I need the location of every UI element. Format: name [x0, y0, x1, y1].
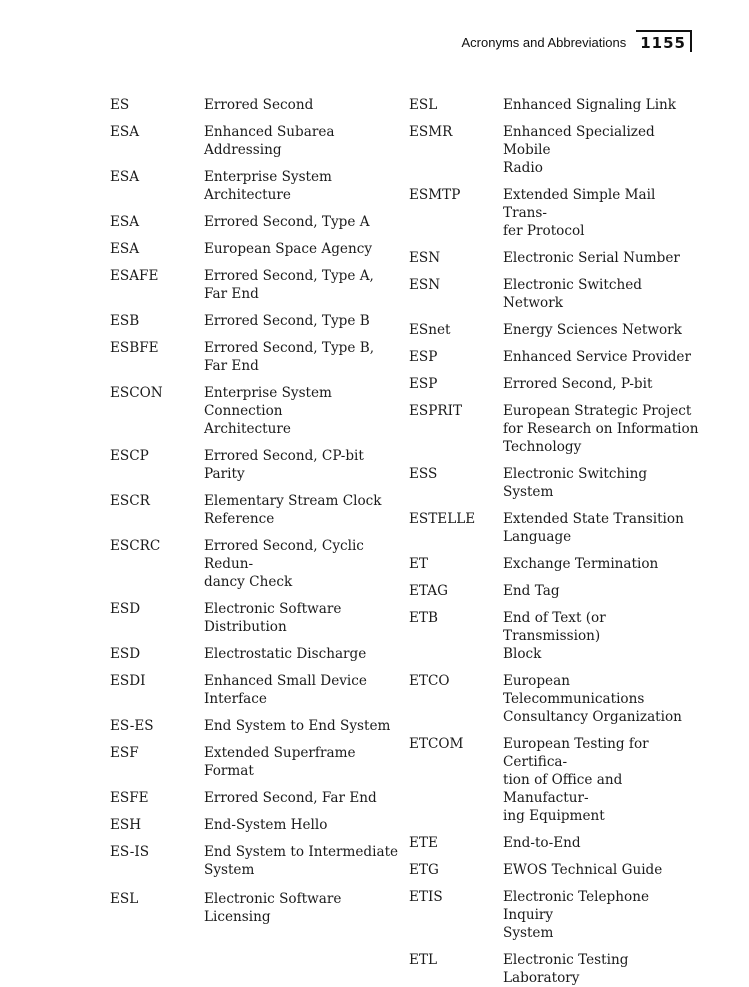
entry-acronym: ES-IS — [110, 844, 150, 860]
entry-definition — [204, 123, 400, 159]
glossary-entry — [409, 582, 709, 600]
entry-definition — [503, 123, 699, 177]
definition-line: European Strategic Project — [503, 403, 692, 419]
definition-line: Far End — [204, 286, 259, 302]
definition-line: tion of Office and Manufactur- — [503, 772, 623, 806]
glossary-entry — [409, 510, 709, 546]
entry-definition — [503, 348, 699, 366]
glossary-entry — [110, 537, 410, 591]
glossary-entry — [409, 735, 709, 825]
entry-acronym: ETE — [409, 835, 438, 851]
glossary-entry — [409, 348, 709, 366]
entry-definition — [204, 447, 400, 483]
entry-definition — [503, 465, 699, 501]
glossary-entry — [110, 492, 410, 528]
entry-acronym: ET — [409, 556, 428, 572]
header-title: Acronyms and Abbreviations — [461, 35, 627, 50]
definition-line: Electronic Serial Number — [503, 250, 680, 266]
entry-acronym: ESA — [110, 214, 140, 230]
glossary-entry — [110, 312, 410, 330]
glossary-entry — [409, 465, 709, 501]
glossary-entry — [110, 744, 410, 780]
definition-line: for Research on Information — [503, 421, 699, 437]
entry-definition — [204, 384, 400, 438]
entry-definition — [204, 843, 400, 879]
definition-line: Errored Second, Type B, — [204, 340, 375, 356]
entry-definition — [503, 375, 699, 393]
entry-definition — [204, 672, 400, 708]
glossary-entry — [110, 816, 410, 834]
definition-line: Electronic Software Licensing — [204, 891, 342, 925]
entry-acronym: ESN — [409, 250, 441, 266]
glossary-entry — [409, 609, 709, 663]
glossary-entry — [110, 96, 410, 114]
entry-acronym: ESCRC — [110, 538, 161, 554]
entry-definition — [204, 339, 400, 375]
entry-acronym: ESP — [409, 376, 438, 392]
definition-line: Extended State Transition — [503, 511, 684, 527]
entry-acronym: ESP — [409, 349, 438, 365]
definition-line: End-to-End — [503, 835, 581, 851]
definition-line: Distribution — [204, 619, 287, 635]
entry-acronym: ESnet — [409, 322, 451, 338]
definition-line: Enterprise System Architecture — [204, 169, 332, 203]
entry-acronym: ESA — [110, 241, 140, 257]
definition-line: Extended Superframe Format — [204, 745, 356, 779]
entry-definition — [503, 888, 699, 942]
entry-acronym: ESS — [409, 466, 438, 482]
definition-line: Extended Simple Mail Trans- — [503, 187, 656, 221]
glossary-entry — [409, 861, 709, 879]
glossary-entry — [110, 384, 410, 438]
glossary-entry — [110, 717, 410, 735]
definition-line: Errored Second, Far End — [204, 790, 377, 806]
entry-acronym: ESL — [110, 891, 139, 907]
definition-line: Interface — [204, 691, 267, 707]
entry-acronym: ESL — [409, 97, 438, 113]
glossary-entry — [409, 96, 709, 114]
entry-acronym: ESFE — [110, 790, 149, 806]
definition-line: European Space Agency — [204, 241, 372, 257]
glossary-entry — [110, 267, 410, 303]
entry-acronym: ESMR — [409, 124, 453, 140]
glossary-entry — [409, 186, 709, 240]
definition-line: Radio — [503, 160, 543, 176]
entry-definition — [503, 834, 699, 852]
definition-line: End of Text (or Transmission) — [503, 610, 606, 644]
glossary-entry — [409, 321, 709, 339]
definition-line: Technology — [503, 439, 582, 455]
definition-line: Errored Second — [204, 97, 314, 113]
definition-line: Errored Second, Type A — [204, 214, 370, 230]
entry-definition — [503, 861, 699, 879]
entry-definition — [204, 890, 400, 926]
glossary-entry — [409, 123, 709, 177]
running-header — [461, 30, 692, 52]
glossary-entry — [409, 555, 709, 573]
definition-line: Errored Second, Type A, — [204, 268, 374, 284]
definition-line: End System to End System — [204, 718, 391, 734]
entry-acronym: ESF — [110, 745, 139, 761]
entry-acronym: ETAG — [409, 583, 448, 599]
entry-definition — [204, 744, 400, 780]
entry-definition — [204, 717, 400, 735]
entry-acronym: ESDI — [110, 673, 146, 689]
glossary-entry — [110, 600, 410, 636]
right-column — [409, 96, 709, 987]
entry-acronym: ESTELLE — [409, 511, 476, 527]
definition-line: Errored Second, Type B — [204, 313, 370, 329]
entry-acronym: ESH — [110, 817, 142, 833]
glossary-entry — [110, 672, 410, 708]
entry-acronym: ESBFE — [110, 340, 159, 356]
entry-definition — [503, 510, 699, 546]
definition-line: Electronic Switched Network — [503, 277, 642, 311]
entry-acronym: ESB — [110, 313, 140, 329]
glossary-entry — [110, 843, 410, 879]
entry-acronym: ESAFE — [110, 268, 159, 284]
definition-line: Enhanced Small Device — [204, 673, 367, 689]
glossary-entry — [110, 240, 410, 258]
entry-definition — [204, 492, 400, 528]
entry-acronym: ESA — [110, 169, 140, 185]
glossary-entry — [110, 789, 410, 807]
glossary-entry — [110, 447, 410, 483]
entry-acronym: ETL — [409, 952, 438, 968]
entry-definition — [204, 168, 400, 204]
entry-definition — [503, 276, 699, 312]
entry-acronym: ETCO — [409, 673, 450, 689]
entry-definition — [503, 735, 699, 825]
entry-acronym: ESN — [409, 277, 441, 293]
entry-definition — [204, 240, 400, 258]
entry-acronym: ESPRIT — [409, 403, 463, 419]
definition-line: Errored Second, Cyclic Redun- — [204, 538, 364, 572]
definition-line: Electronic Telephone Inquiry — [503, 889, 649, 923]
entry-acronym: ESCR — [110, 493, 150, 509]
entry-definition — [503, 249, 699, 267]
entry-definition — [503, 609, 699, 663]
glossary-entry — [409, 375, 709, 393]
definition-line: Elementary Stream Clock — [204, 493, 382, 509]
glossary-entry — [409, 888, 709, 942]
entry-definition — [204, 645, 400, 663]
definition-line: Errored Second, CP-bit Parity — [204, 448, 364, 482]
definition-line: Reference — [204, 511, 275, 527]
glossary-entry — [110, 168, 410, 204]
entry-definition — [503, 582, 699, 600]
definition-line: End Tag — [503, 583, 560, 599]
glossary-entry — [110, 339, 410, 375]
glossary-entry — [110, 890, 410, 926]
entry-acronym: ETCOM — [409, 736, 464, 752]
entry-definition — [503, 96, 699, 114]
definition-line: Far End — [204, 358, 259, 374]
entry-definition — [204, 96, 400, 114]
definition-line: End System to Intermediate — [204, 844, 399, 860]
glossary-entry — [409, 951, 709, 987]
entry-acronym: ETG — [409, 862, 439, 878]
definition-line: Enhanced Specialized Mobile — [503, 124, 655, 158]
entry-definition — [204, 600, 400, 636]
glossary-entry — [409, 834, 709, 852]
entry-definition — [503, 402, 699, 456]
definition-line: Architecture — [204, 421, 291, 437]
entry-definition — [503, 951, 699, 987]
definition-line: Electrostatic Discharge — [204, 646, 367, 662]
glossary-entry — [409, 672, 709, 726]
entry-acronym: ETIS — [409, 889, 443, 905]
entry-definition — [204, 816, 400, 834]
definition-line: European Telecommunications — [503, 673, 645, 707]
definition-line: ing Equipment — [503, 808, 605, 824]
entry-definition — [503, 186, 699, 240]
definition-line: dancy Check — [204, 574, 293, 590]
definition-line: Language — [503, 529, 572, 545]
entry-definition — [204, 312, 400, 330]
glossary-entry — [110, 645, 410, 663]
entry-definition — [503, 555, 699, 573]
definition-line: Electronic Testing Laboratory — [503, 952, 629, 986]
entry-acronym: ESD — [110, 646, 141, 662]
definition-line: System — [503, 925, 554, 941]
definition-line: Electronic Software — [204, 601, 342, 617]
glossary-entry — [409, 249, 709, 267]
entry-acronym: ESD — [110, 601, 141, 617]
definition-line: European Testing for Certifica- — [503, 736, 649, 770]
entry-definition — [503, 321, 699, 339]
entry-definition — [204, 537, 400, 591]
definition-line: Electronic Switching System — [503, 466, 648, 500]
definition-line: Enhanced Subarea Addressing — [204, 124, 335, 158]
left-column — [110, 96, 410, 926]
definition-line: EWOS Technical Guide — [503, 862, 663, 878]
entry-definition — [204, 267, 400, 303]
entry-acronym: ETB — [409, 610, 438, 626]
entry-acronym: ESCP — [110, 448, 149, 464]
definition-line: End-System Hello — [204, 817, 328, 833]
definition-line: Errored Second, P-bit — [503, 376, 653, 392]
glossary-entry — [409, 276, 709, 312]
definition-line: Enterprise System Connection — [204, 385, 332, 419]
definition-line: Consultancy Organization — [503, 709, 682, 725]
entry-acronym: ESMTP — [409, 187, 461, 203]
definition-line: Exchange Termination — [503, 556, 659, 572]
definition-line: System — [204, 862, 255, 878]
entry-definition — [503, 672, 699, 726]
definition-line: Energy Sciences Network — [503, 322, 682, 338]
glossary-entry — [110, 123, 410, 159]
page-number: 1155 — [636, 30, 692, 52]
definition-line: Block — [503, 646, 542, 662]
entry-acronym: ESA — [110, 124, 140, 140]
entry-definition — [204, 213, 400, 231]
definition-line: Enhanced Service Provider — [503, 349, 691, 365]
glossary-entry — [409, 402, 709, 456]
entry-definition — [204, 789, 400, 807]
entry-acronym: ESCON — [110, 385, 163, 401]
definition-line: Enhanced Signaling Link — [503, 97, 677, 113]
entry-acronym: ES-ES — [110, 718, 154, 734]
glossary-entry — [110, 213, 410, 231]
definition-line: fer Protocol — [503, 223, 585, 239]
entry-acronym: ES — [110, 97, 130, 113]
